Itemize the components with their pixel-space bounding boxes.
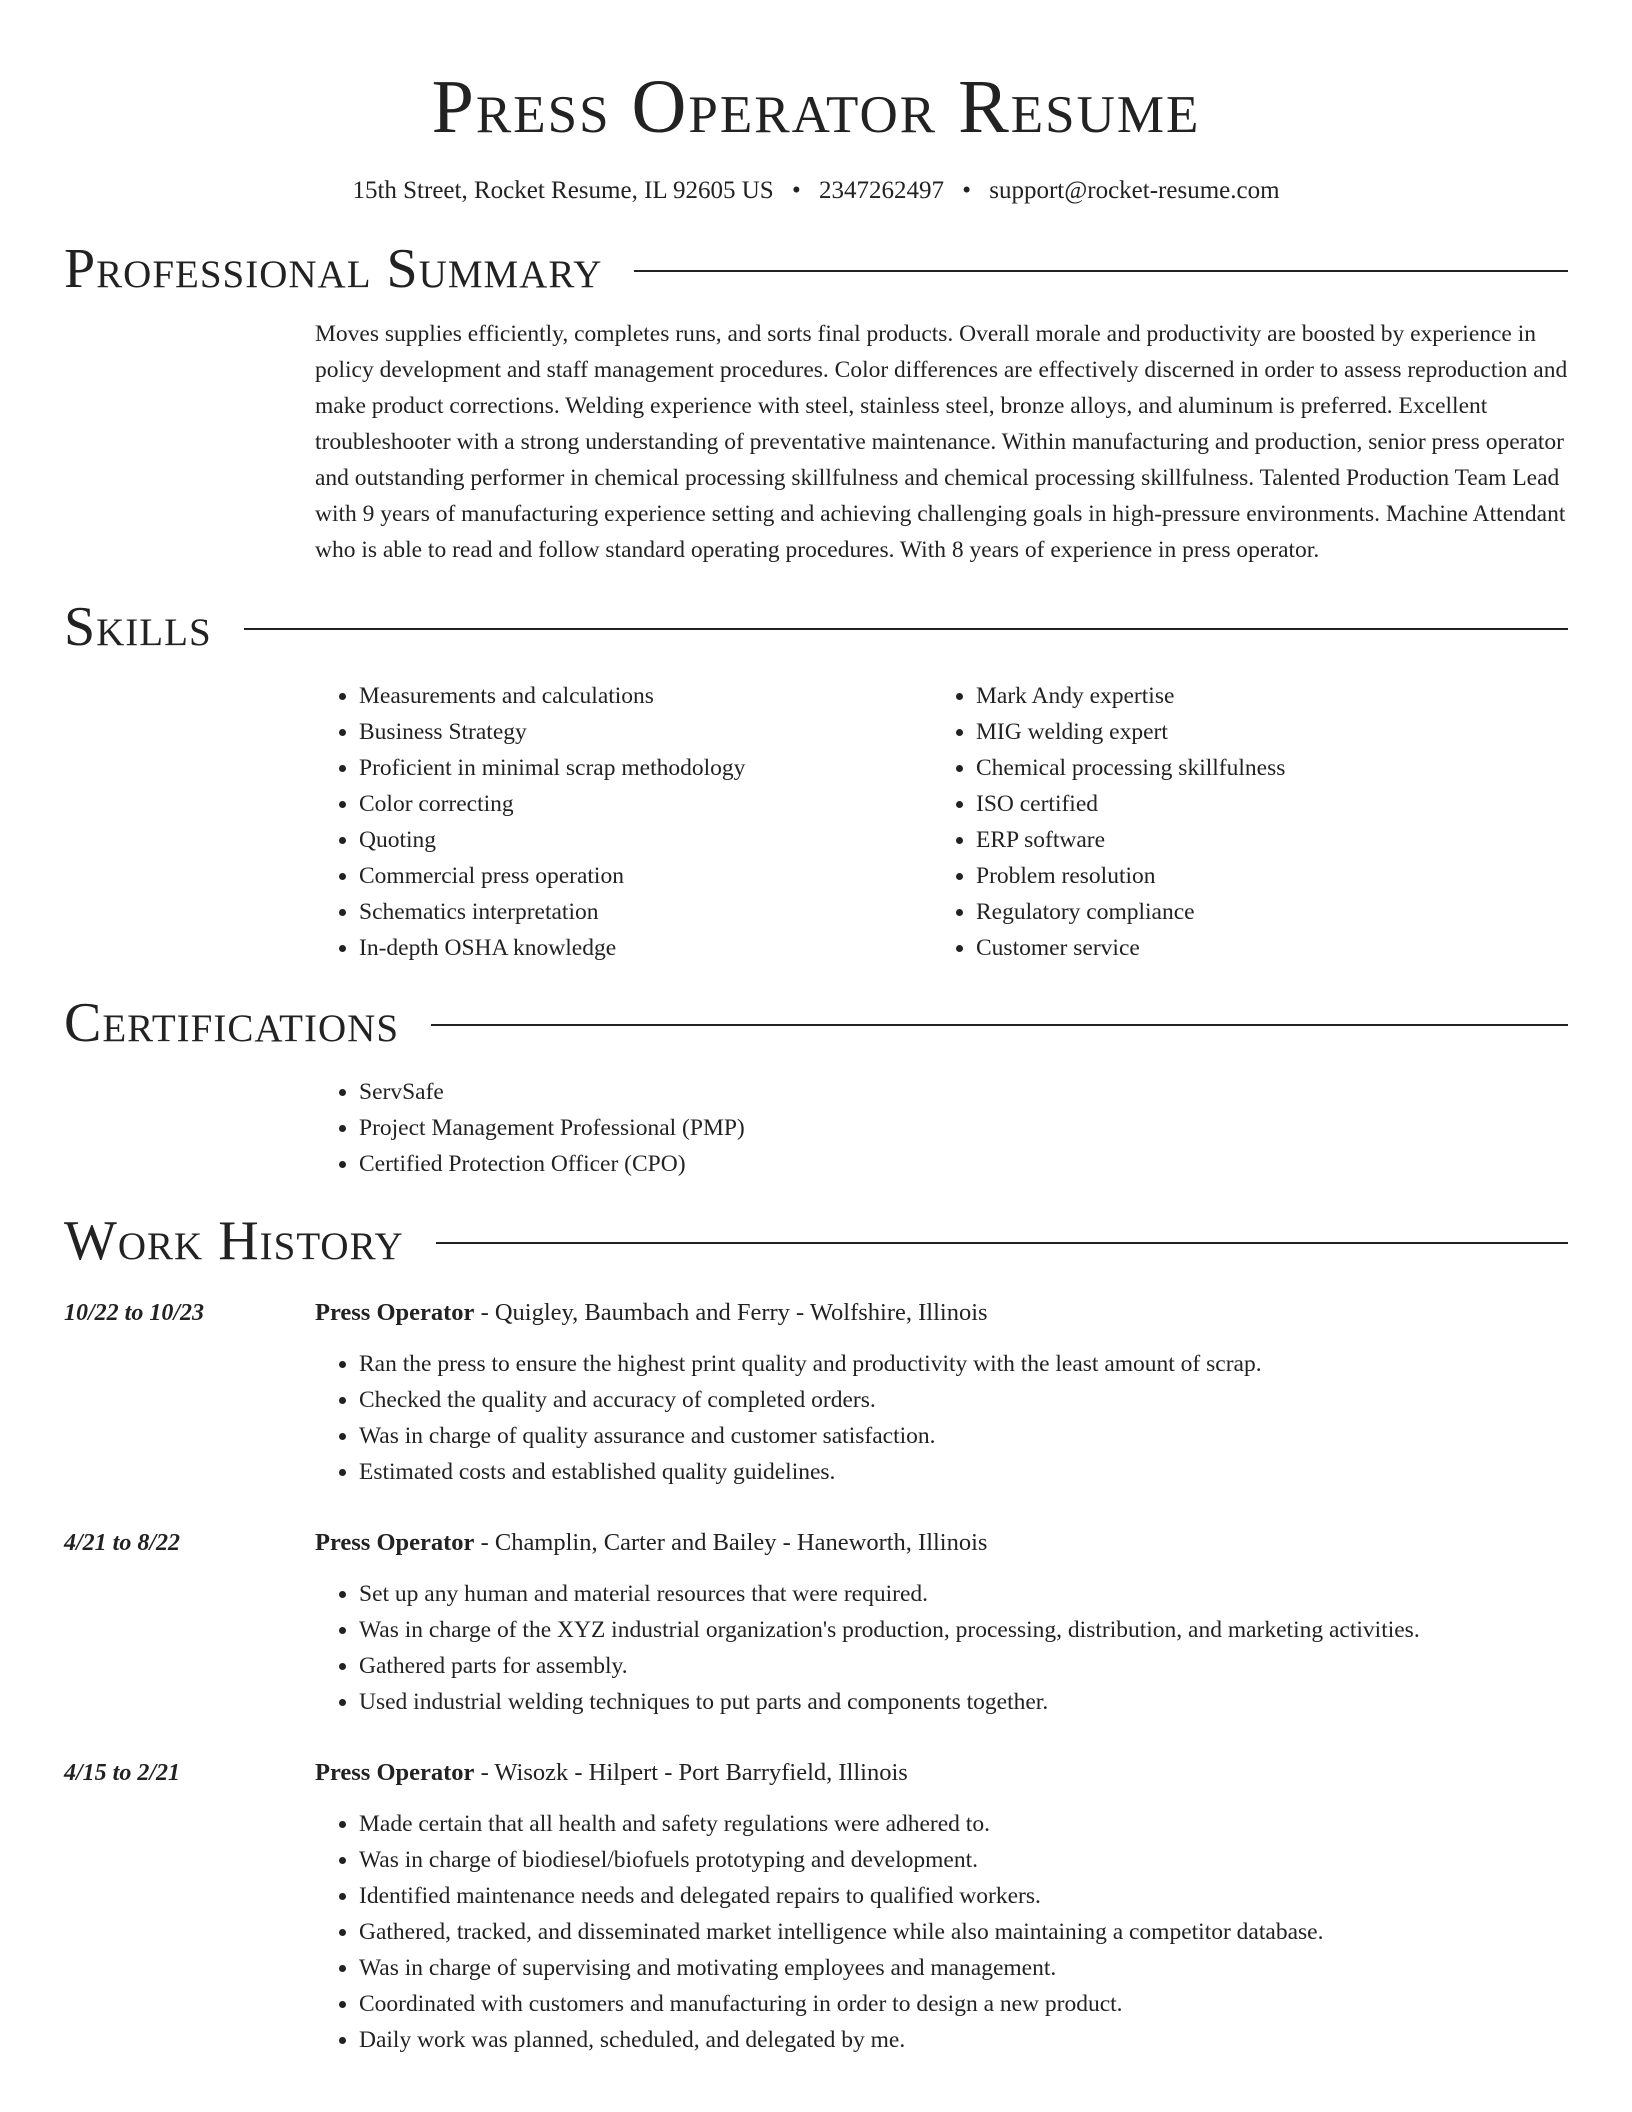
skills-column-right: [932, 678, 1549, 966]
section-header: [64, 990, 1568, 1056]
summary-content: [315, 316, 1568, 568]
job-entry: [64, 1756, 1568, 2058]
skill-item: • Color correcting: [359, 786, 932, 822]
skill-item: • Proficient in minimal scrap methodology: [359, 750, 932, 786]
job-employer: - Wisozk - Hilpert - Port Barryfield, Illinois: [480, 1759, 908, 1786]
job-dates: 4/15 to 2/21: [64, 1760, 181, 1786]
job-duty: • Was in charge of the XYZ industrial organization's production, processing, distribution, and marketing activities.: [359, 1612, 1568, 1648]
certification-item: • Project Management Professional (PMP): [359, 1110, 1568, 1146]
skill-item: • Regulatory compliance: [976, 894, 1549, 930]
job-duty: • Gathered, tracked, and disseminated market intelligence while also maintaining a competitor database.: [359, 1914, 1568, 1950]
job-duty: • Daily work was planned, scheduled, and delegated by me.: [359, 2022, 1568, 2058]
job-duty: • Identified maintenance needs and delegated repairs to qualified workers.: [359, 1878, 1568, 1914]
section-divider: [436, 1242, 1568, 1244]
job-duties-list: [315, 1576, 1568, 1720]
skills-section: [64, 594, 1568, 966]
certifications-section: [64, 990, 1568, 1182]
job-body: [315, 1296, 1568, 1490]
skills-content: [315, 678, 1568, 966]
certification-item: • ServSafe: [359, 1074, 1568, 1110]
contact-separator: •: [962, 177, 971, 204]
job-duty: • Set up any human and material resources that were required.: [359, 1576, 1568, 1612]
job-dates: 10/22 to 10/23: [64, 1300, 205, 1326]
job-employer: - Quigley, Baumbach and Ferry - Wolfshire, Illinois: [480, 1299, 988, 1326]
job-heading: [315, 1296, 1568, 1330]
skill-item: • Quoting: [359, 822, 932, 858]
job-duty: • Made certain that all health and safety regulations were adhered to.: [359, 1806, 1568, 1842]
contact-line: [64, 174, 1568, 208]
skill-item: • In-depth OSHA knowledge: [359, 930, 932, 966]
skill-item: • Business Strategy: [359, 714, 932, 750]
certification-item: • Certified Protection Officer (CPO): [359, 1146, 1568, 1182]
job-dates: 4/21 to 8/22: [64, 1530, 181, 1556]
job-heading: [315, 1526, 1568, 1560]
section-divider: [634, 270, 1568, 272]
contact-address: 15th Street, Rocket Resume, IL 92605 US: [352, 177, 774, 204]
section-divider: [244, 628, 1568, 630]
certifications-content: [315, 1074, 1568, 1182]
skill-item: • Chemical processing skillfulness: [976, 750, 1549, 786]
skill-item: • Commercial press operation: [359, 858, 932, 894]
section-header: [64, 236, 1568, 302]
section-title: Skills: [64, 596, 212, 658]
job-duty: • Ran the press to ensure the highest print quality and productivity with the least amount of scrap.: [359, 1346, 1568, 1382]
skills-column-left: [315, 678, 932, 966]
job-duties-list: [315, 1806, 1568, 2058]
job-duty: • Gathered parts for assembly.: [359, 1648, 1568, 1684]
job-title: Press Operator: [315, 1759, 475, 1786]
section-header: [64, 1208, 1568, 1274]
contact-email: support@rocket-resume.com: [989, 177, 1280, 204]
job-body: [315, 1526, 1568, 1720]
job-duty: • Estimated costs and established quality guidelines.: [359, 1454, 1568, 1490]
skill-item: • Measurements and calculations: [359, 678, 932, 714]
section-title: Certifications: [64, 992, 400, 1054]
contact-phone: 2347262497: [818, 177, 944, 204]
summary-text: Moves supplies efficiently, completes runs, and sorts final products. Overall morale and productivity are boosted by experience in policy development and staff management procedures. Color differences are effectively discerned in order to assess reproduction and make product corrections. Welding experience with steel, stainless steel, bronze alloys, and aluminum is preferred. Excellent troubleshooter with a strong understanding of preventative maintenance. Within manufacturing and production, senior press operator and outstanding performer in chemical processing skillfulness and chemical processing skillfulness. Talented Production Team Lead with 9 years of manufacturing experience setting and achieving challenging goals in high-pressure environments. Machine Attendant who is able to read and follow standard operating procedures. With 8 years of experience in press operator.: [315, 321, 1568, 563]
skills-list-left: [315, 678, 932, 966]
section-divider: [431, 1024, 1568, 1026]
work-history-section: [64, 1208, 1568, 2058]
job-entry: [64, 1526, 1568, 1720]
skill-item: • ISO certified: [976, 786, 1549, 822]
skill-item: • ERP software: [976, 822, 1549, 858]
skills-list-right: [932, 678, 1549, 966]
job-duty: • Was in charge of quality assurance and customer satisfaction.: [359, 1418, 1568, 1454]
certifications-list: [315, 1074, 1568, 1182]
section-title: Professional Summary: [64, 238, 603, 300]
job-duty: • Was in charge of supervising and motivating employees and management.: [359, 1950, 1568, 1986]
job-employer: - Champlin, Carter and Bailey - Haneworth, Illinois: [480, 1529, 988, 1556]
skill-item: • Mark Andy expertise: [976, 678, 1549, 714]
contact-separator: •: [791, 177, 801, 204]
job-duty: • Checked the quality and accuracy of completed orders.: [359, 1382, 1568, 1418]
resume-title: Press Operator Resume: [431, 65, 1201, 149]
job-duties-list: [315, 1346, 1568, 1490]
professional-summary-section: [64, 236, 1568, 568]
job-duty: • Used industrial welding techniques to put parts and components together.: [359, 1684, 1568, 1720]
job-title: Press Operator: [315, 1529, 475, 1556]
skill-item: • Problem resolution: [976, 858, 1549, 894]
job-duty: • Was in charge of biodiesel/biofuels prototyping and development.: [359, 1842, 1568, 1878]
section-header: [64, 594, 1568, 660]
skill-item: • Schematics interpretation: [359, 894, 932, 930]
job-entry: [64, 1296, 1568, 1490]
job-heading: [315, 1756, 1568, 1790]
job-body: [315, 1756, 1568, 2058]
skill-item: • Customer service: [976, 930, 1549, 966]
skill-item: • MIG welding expert: [976, 714, 1549, 750]
job-title: Press Operator: [315, 1299, 475, 1326]
job-duty: • Coordinated with customers and manufacturing in order to design a new product.: [359, 1986, 1568, 2022]
section-title: Work History: [64, 1210, 404, 1272]
